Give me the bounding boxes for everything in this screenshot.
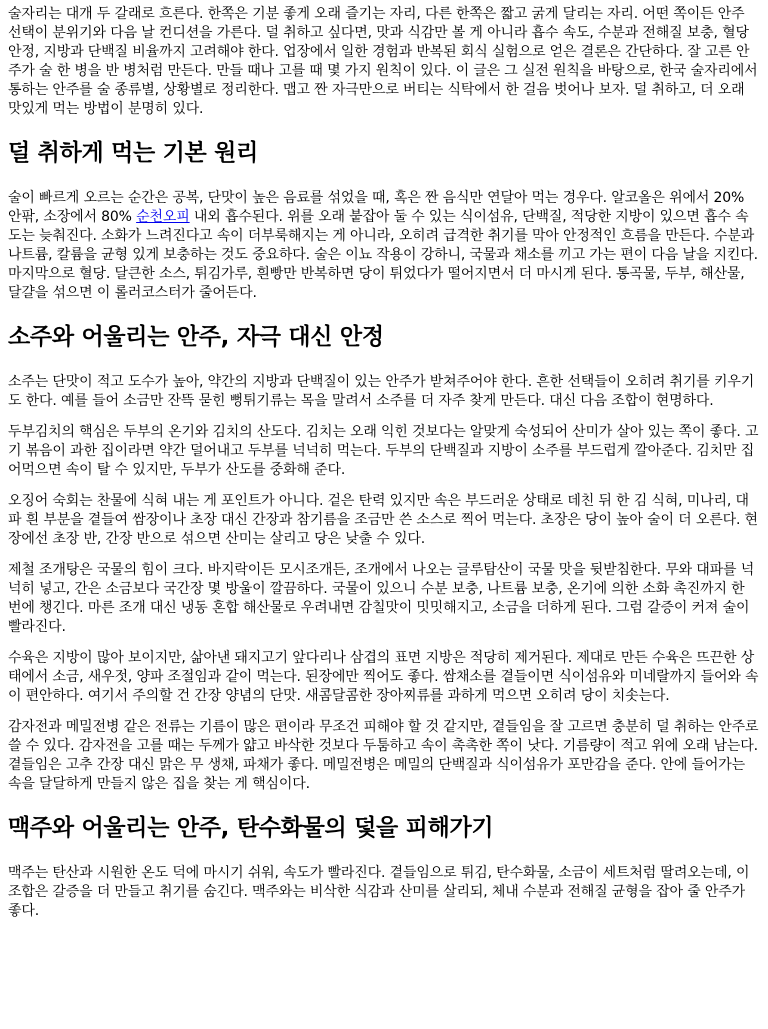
section-heading-soju-pairings: 소주와 어울리는 안주, 자극 대신 안정	[8, 324, 384, 350]
basic-principles-paragraph	[8, 189, 760, 303]
section-heading-beer-pairings: 맥주와 어울리는 안주, 탄수화물의 덫을 피해가기	[8, 815, 494, 841]
paragraph-text-after-link: 내외 흡수된다. 위를 오래 붙잡아 둘 수 있는 식이섬유, 단백질, 적당한 지방이 있으면 흡수 속도는 늦춰진다. 소화가 느려진다고 속이 더부룩해지는 게 아니라, 오히려 급격한 취기를 막아 안정적인 흐름을 만든다. 수분과 나트륨, 칼륨을 균형 있게 보충하는 것도 중요하다. 술은 이뇨 작용이 강하니, 국물과 채소를 끼고 가는 편이 다음 날을 지킨다. 마지막으로 혈당. 달큰한 소스, 튀김가루, 흰빵만 반복하면 당이 튀었다가 떨어지면서 더 마시게 된다. 통곡물, 두부, 해산물, 달걀을 섞으면 이 롤러코스터가 줄어든다.	[8, 209, 758, 301]
beer-intro-paragraph: 맥주는 탄산과 시원한 온도 덕에 마시기 쉬워, 속도가 빨라진다. 곁들임으로 튀김, 탄수화물, 소금이 세트처럼 딸려오는데, 이 조합은 갈증을 더 만들고 취기를 숨긴다. 맥주와는 비삭한 식감과 산미를 살리되, 체내 수분과 전해질 균형을 잡아 줄 안주가 좋다.	[8, 865, 750, 919]
clam-soup-paragraph: 제철 조개탕은 국물의 힘이 크다. 바지락이든 모시조개든, 조개에서 나오는 글루탐산이 국물 맛을 뒷받침한다. 무와 대파를 넉넉히 넣고, 간은 소금보다 국간장 몇 방울이 깔끔하다. 국물이 있으니 수분 보충, 나트륨 보충, 온기에 의한 소화 촉진까지 한 번에 챙긴다. 마른 조개 대신 냉동 혼합 해산물로 우려내면 감칠맛이 밋밋해지고, 소금을 더하게 된다. 그럼 갈증이 커져 술이 빨라진다.	[8, 562, 755, 635]
tofu-kimchi-paragraph: 두부김치의 핵심은 두부의 온기와 김치의 산도다. 김치는 오래 익힌 것보다는 알맞게 숙성되어 산미가 살아 있는 쪽이 좋다. 고기 볶음이 과한 집이라면 약간 덜어내고 두부를 넉넉히 먹는다. 두부의 단백질과 지방이 소주를 부드럽게 깔아준다. 김치만 집어먹으면 속이 탈 수 있지만, 두부가 산도를 중화해 준다.	[8, 424, 759, 478]
intro-paragraph: 술자리는 대개 두 갈래로 흐른다. 한쪽은 기분 좋게 오래 즐기는 자리, 다른 한쪽은 짧고 굵게 달리는 자리. 어떤 쪽이든 안주 선택이 분위기와 다음 날 컨디션을 가른다. 덜 취하고 싶다면, 맛과 식감만 볼 게 아니라 흡수 속도, 수분과 전해질 보충, 혈당 안정, 지방과 단백질 비율까지 고려해야 한다. 업장에서 일한 경험과 반복된 회식 실험으로 얻은 결론은 간단하다. 잘 고른 안주가 술 한 병을 반 병처럼 만든다. 만들 때나 고를 때 몇 가지 원칙이 있다. 이 글은 그 실전 원칙을 바탕으로, 한국 술자리에서 통하는 안주를 술 종류별, 상황별로 정리한다. 맵고 짠 자극만으로 버티는 식탁에서 한 걸음 벗어나 보자. 덜 취하고, 더 오래 맛있게 먹는 방법이 분명히 있다.	[8, 6, 758, 117]
article	[0, 5, 768, 921]
section-heading-basic-principles: 덜 취하게 먹는 기본 원리	[8, 140, 259, 166]
inline-link[interactable]: 순천오피	[136, 209, 190, 225]
paragraph-text-before-link: 술이 빠르게 오르는 순간은 공복, 단맛이 높은 음료를 섞었을 때, 혹은 짠 음식만 연달아 먹는 경우다. 알코올은 위에서 20% 안팎, 소장에서 80%	[8, 190, 745, 225]
suyuk-paragraph: 수육은 지방이 많아 보이지만, 삶아낸 돼지고기 앞다리나 삼겹의 표면 지방은 적당히 제거된다. 제대로 만든 수육은 뜨끈한 상태에서 소금, 새우젓, 양파 조절임과 같이 먹는다. 된장에만 찍어도 좋다. 쌈채소를 곁들이면 식이섬유와 미네랄까지 들어와 속이 편안하다. 여기서 주의할 건 간장 양념의 단맛. 새콤달콤한 장아찌류를 과하게 먹으면 오히려 당이 치솟는다.	[8, 650, 759, 704]
squid-paragraph: 오징어 숙회는 찬물에 식혀 내는 게 포인트가 아니다. 겉은 탄력 있지만 속은 부드러운 상태로 데친 뒤 한 김 식혀, 미나리, 대파 흰 부분을 곁들여 쌈장이나 초장 대신 간장과 참기름을 조금만 쓴 소스로 찍어 먹는다. 초장은 당이 높아 술이 더 오른다. 현장에선 초장 반, 간장 반으로 섞으면 산미는 살리고 당은 낮출 수 있다.	[8, 493, 758, 547]
jeon-paragraph: 감자전과 메밀전병 같은 전류는 기름이 많은 편이라 무조건 피해야 할 것 같지만, 곁들임을 잘 고르면 충분히 덜 취하는 안주로 쓸 수 있다. 감자전을 고를 때는 두께가 얇고 바삭한 것보다 두툼하고 속이 촉촉한 쪽이 낫다. 기름량이 적고 위에 오래 남는다. 곁들임은 고추 간장 대신 맑은 무 생채, 파채가 좋다. 메밀전병은 메밀의 단백질과 식이섬유가 포만감을 준다. 안에 들어가는 속을 달달하게 만들지 않은 집을 찾는 게 핵심이다.	[8, 719, 759, 792]
soju-intro-paragraph: 소주는 단맛이 적고 도수가 높아, 약간의 지방과 단백질이 있는 안주가 받쳐주어야 한다. 흔한 선택들이 오히려 취기를 키우기도 한다. 예를 들어 소금만 잔뜩 묻힌 뻥튀기류는 목을 말려서 소주를 더 자주 찾게 만든다. 대신 다음 조합이 현명하다.	[8, 374, 755, 409]
